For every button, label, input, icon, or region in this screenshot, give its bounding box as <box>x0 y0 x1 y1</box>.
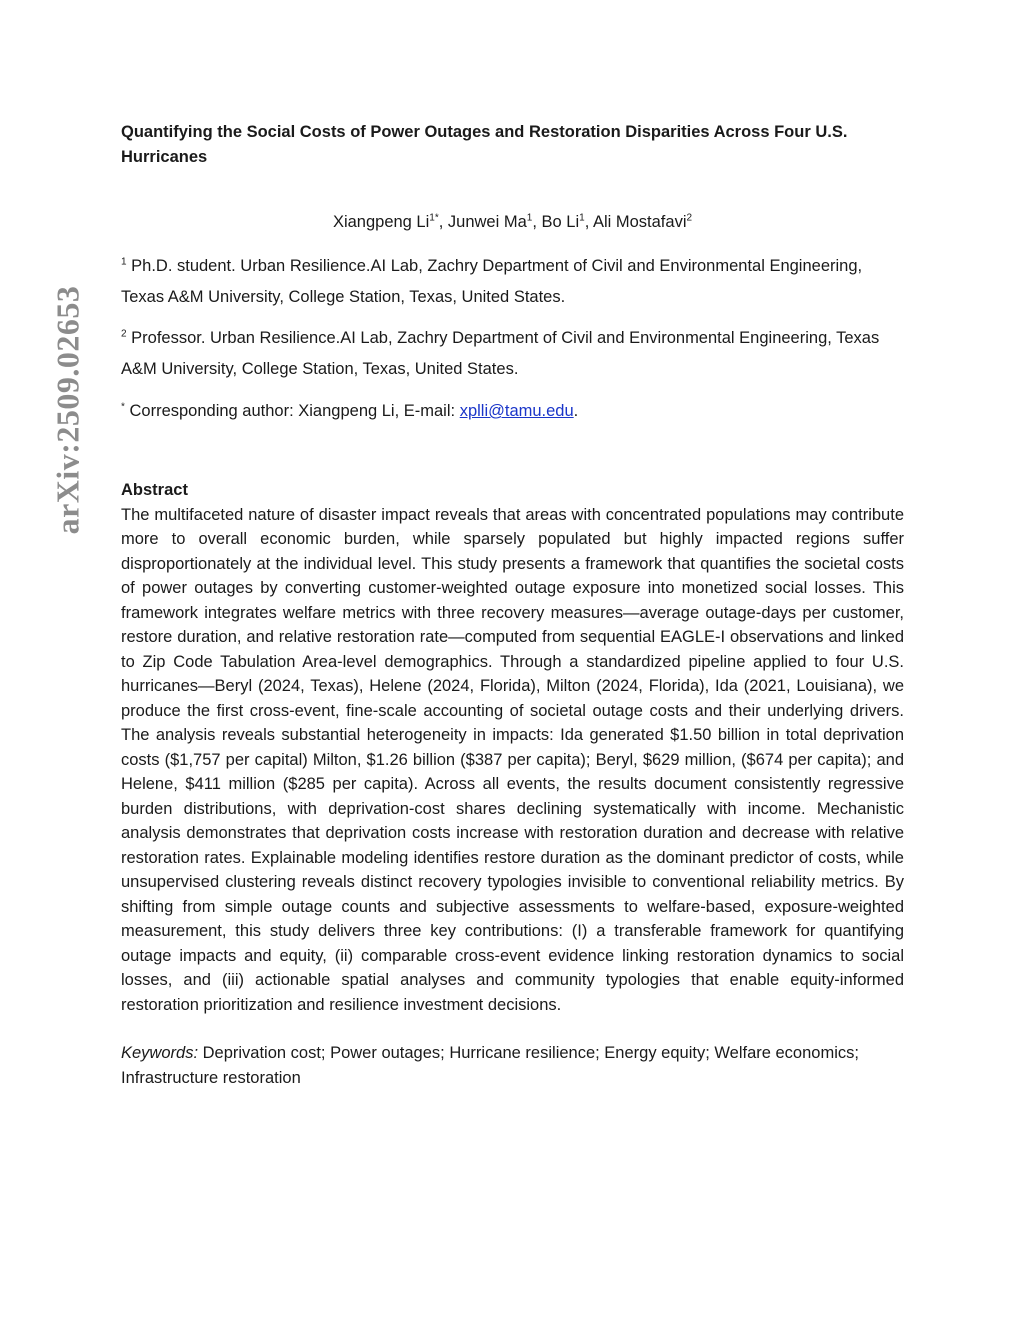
keywords-text: Deprivation cost; Power outages; Hurricane resilience; Energy equity; Welfare economics; Infrastructure restoration <box>121 1044 859 1087</box>
author-separator: , <box>532 213 542 231</box>
author-list <box>121 209 904 235</box>
author-affiliation-mark: 2 <box>686 212 693 224</box>
author-affiliation-mark: 1 <box>579 212 585 224</box>
affiliation-2 <box>121 323 904 385</box>
email-link[interactable]: xplli@tamu.edu <box>459 402 574 420</box>
author <box>542 213 593 231</box>
author-name: Xiangpeng Li <box>332 213 430 231</box>
paper-title: Quantifying the Social Costs of Power Outages and Restoration Disparities Across Four U.S. Hurricanes <box>121 123 848 166</box>
corresponding-end: . <box>573 402 579 420</box>
author-separator: , <box>584 213 593 231</box>
keywords-label: Keywords: <box>121 1044 199 1062</box>
corresponding-text: Corresponding author: Xiangpeng Li, E-mail: <box>124 402 460 420</box>
abstract-body: The multifaceted nature of disaster impact reveals that areas with concentrated populations may contribute more to overall economic burden, while sparsely populated but highly impacted regions suffer disproportionately at the individual level. This study presents a framework that quantifies the societal costs of power outages by converting customer-weighted outage exposure into monetized social losses. This framework integrates welfare metrics with three recovery measures—average outage-days per customer, restore duration, and relative restoration rate—computed from sequential EAGLE-I observations and linked to Zip Code Tabulation Area-level demographics. Through a standardized pipeline applied to four U.S. hurricanes—Beryl (2024, Texas), Helene (2024, Florida), Milton (2024, Florida), Ida (2021, Louisiana), we produce the first cross-event, fine-scale accounting of societal outage costs and their underlying drivers. The analysis reveals substantial heterogeneity in impacts: Ida generated $1.50 billion in total deprivation costs ($1,757 per capital) Milton, $1.26 billion ($387 per capita); Beryl, $629 million, ($674 per capita); and Helene, $411 million ($285 per capita). Across all events, the results document consistently regressive burden distributions, with deprivation-cost shares declining systematically with income. Mechanistic analysis demonstrates that deprivation costs increase with restoration duration and decrease with relative restoration rates. Explainable modeling identifies restore duration as the dominant predictor of costs, while unsupervised clustering reveals distinct recovery typologies invisible to conventional reliability metrics. By shifting from simple outage counts and subjective assessments to welfare-based, exposure-weighted measurement, this study delivers three key contributions: (I) a transferable framework for quantifying outage impacts and equity, (ii) comparable cross-event evidence linking restoration dynamics to social losses, and (iii) actionable spatial analyses and community typologies that enable equity-informed restoration prioritization and resilience investment decisions. <box>121 505 904 1014</box>
affiliation-mark: 2 <box>121 328 127 340</box>
affiliation-text: Ph.D. student. Urban Resilience.AI Lab, Zachry Department of Civil and Environmental Engineering, Texas A&M University, College Station, Texas, United States. <box>121 257 863 306</box>
author-name: Ali Mostafavi <box>592 213 687 231</box>
author-separator: , <box>438 213 448 231</box>
author-affiliation-mark: 1* <box>429 212 439 224</box>
author <box>448 213 542 231</box>
arxiv-identifier: arXiv:2509.02653 <box>49 285 86 535</box>
affiliation-1 <box>121 251 904 313</box>
affiliation-mark: 1 <box>121 256 127 268</box>
keywords <box>121 1041 904 1090</box>
author <box>333 213 448 231</box>
author <box>593 213 692 231</box>
abstract-heading: Abstract <box>121 481 188 499</box>
corresponding-author <box>121 398 904 424</box>
paper-first-page <box>121 120 904 1090</box>
author-name: Junwei Ma <box>447 213 527 231</box>
author-name: Bo Li <box>541 213 580 231</box>
affiliation-text: Professor. Urban Resilience.AI Lab, Zachry Department of Civil and Environmental Engineering, Texas A&M University, College Station, Texas, United States. <box>121 329 880 378</box>
author-affiliation-mark: 1 <box>526 212 533 224</box>
corresponding-mark: * <box>121 401 125 413</box>
